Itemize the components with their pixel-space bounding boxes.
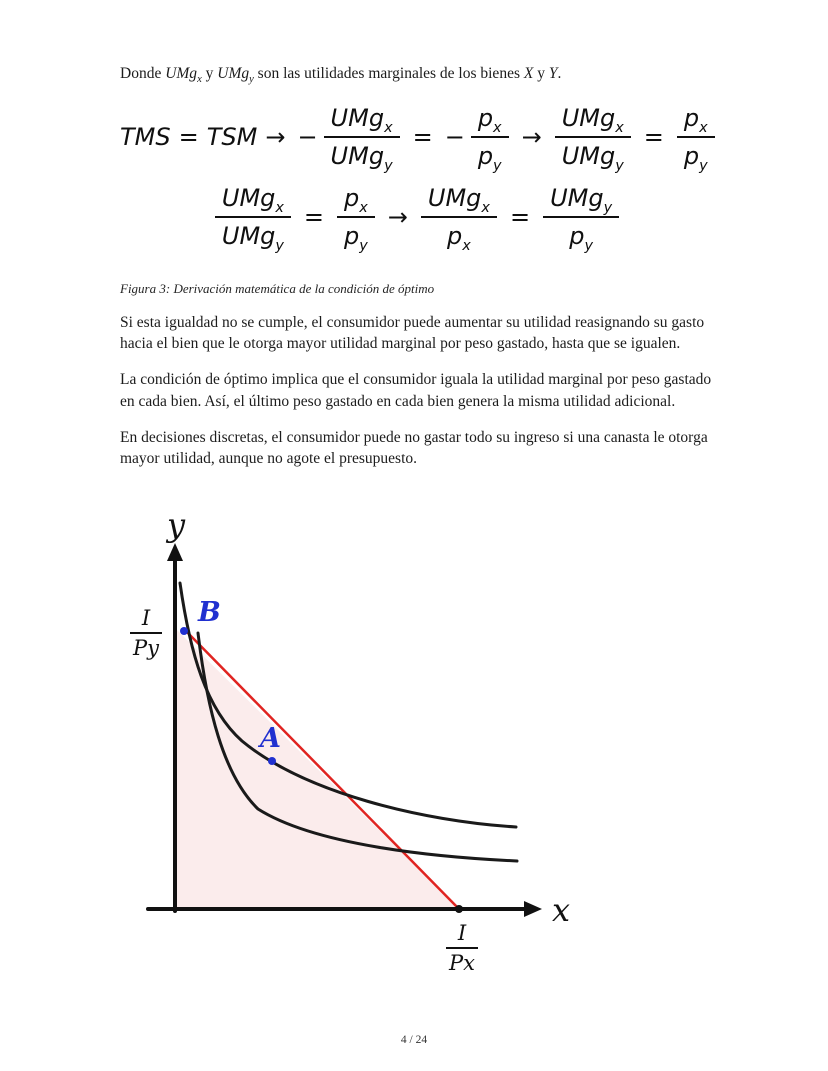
symbol-tms: TMS bbox=[120, 123, 171, 152]
formula-figure-3 bbox=[120, 103, 714, 255]
point-a-label: A bbox=[260, 723, 281, 754]
intro-text: Donde bbox=[120, 65, 166, 82]
equals-sign: = bbox=[303, 203, 325, 232]
fraction-umgx-over-px: $\frac{UMg_x}{p_x}$ bbox=[421, 183, 497, 251]
fraction-umgx-over-umgy: $\frac{UMg_x}{UMg_y}$ bbox=[555, 103, 631, 171]
point-a-dot bbox=[268, 757, 276, 765]
body-paragraph-3: En decisiones discretas, el consumidor puede no gastar todo su ingreso si una canasta le otorga mayor utilidad, aunque no agote el presupuesto. bbox=[120, 428, 708, 467]
income-over-px-denominator: Px bbox=[449, 951, 475, 975]
fraction-px-over-py: $\frac{p_x}{p_y}$ bbox=[677, 103, 715, 171]
fraction-px-over-py: $\frac{p_x}{p_y}$ bbox=[471, 103, 509, 171]
math-x: X bbox=[523, 65, 534, 82]
x-axis-label: x bbox=[552, 891, 571, 929]
page-number: 4 / 24 bbox=[400, 1034, 428, 1046]
body-paragraph-1: Si esta igualdad no se cumple, el consumidor puede aumentar su utilidad reasignando su gasto hacia el bien que le otorga mayor utilidad marginal por peso gastado, hasta que se igualen. bbox=[120, 314, 705, 353]
point-b-label: B bbox=[198, 597, 221, 628]
arrow-symbol: → bbox=[521, 123, 542, 152]
body-paragraph-2: La condición de óptimo implica que el consumidor iguala la utilidad marginal por peso gastado en cada bien. Así, el último peso gastado en cada bien genera la misma utilidad adicional. bbox=[120, 371, 712, 410]
arrow-symbol: → bbox=[387, 203, 408, 232]
intro-paragraph: Donde UMg$_x$ y UMg$_y$ son las utilidades marginales de los bienes X y Y. bbox=[120, 65, 562, 86]
fraction-px-over-py: $\frac{p_x}{p_y}$ bbox=[337, 183, 375, 251]
math-y: Y bbox=[548, 65, 558, 82]
y-axis-arrowhead bbox=[167, 543, 183, 561]
equals-sign: = bbox=[643, 123, 664, 152]
fraction-umgx-over-umgy: $\frac{UMg_x}{UMg_y}$ bbox=[324, 103, 400, 171]
fraction-umgy-over-py: $\frac{UMg_y}{p_y}$ bbox=[543, 183, 619, 251]
minus-sign: − bbox=[444, 123, 465, 152]
formula-line-1 bbox=[120, 103, 714, 175]
income-over-py-numerator: I bbox=[141, 606, 151, 630]
income-over-px-numerator: I bbox=[457, 921, 467, 945]
equals-sign: = bbox=[509, 203, 531, 232]
formula-line-2 bbox=[120, 183, 714, 255]
equals-sign: = bbox=[178, 123, 199, 152]
page-content bbox=[120, 64, 714, 469]
x-axis-arrowhead bbox=[524, 901, 542, 917]
arrow-symbol: → bbox=[265, 123, 286, 152]
fraction-umgx-over-umgy: $\frac{UMg_x}{UMg_y}$ bbox=[215, 183, 291, 251]
x-intercept-dot bbox=[455, 905, 463, 913]
income-over-py-denominator: Py bbox=[133, 636, 159, 660]
symbol-tsm: TSM bbox=[206, 123, 258, 152]
figure-caption: Figura 3: Derivación matemática de la condición de óptimo bbox=[120, 281, 435, 297]
y-axis-label: y bbox=[167, 506, 186, 544]
indifference-curve-figure bbox=[110, 503, 680, 988]
point-b-dot bbox=[180, 627, 188, 635]
equals-sign: = bbox=[412, 123, 433, 152]
math-umgx: UMg$_x$ bbox=[165, 65, 202, 86]
minus-sign: − bbox=[297, 123, 318, 152]
math-umgy: UMg$_y$ bbox=[217, 65, 254, 86]
